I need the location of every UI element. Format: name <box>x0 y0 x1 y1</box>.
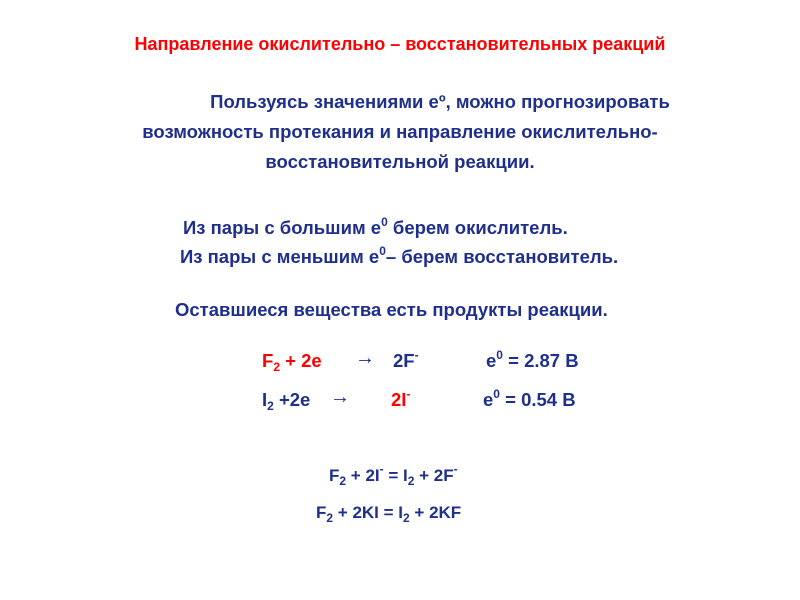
f-potential-sup: 0 <box>496 348 503 362</box>
rule-products: Оставшиеся вещества есть продукты реакции. <box>175 299 608 320</box>
half-reaction-f-potential <box>486 350 579 372</box>
ionic-part-2: + 2I <box>346 466 380 485</box>
i-potential-sup: 0 <box>493 387 500 401</box>
page-title: Направление окислительно – восстановительных реакций <box>134 34 666 54</box>
half-reaction-i-arrow: → <box>330 386 350 408</box>
ionic-sup-2: - <box>379 462 384 476</box>
half-reaction-f-rhs <box>393 350 419 372</box>
intro-paragraph <box>0 87 800 177</box>
rule-reducer-text-b: – берем восстановитель. <box>385 246 619 267</box>
rule-oxidizer <box>183 217 568 239</box>
i-lhs-sub: 2 <box>267 399 274 413</box>
rule-oxidizer-text-b: берем окислитель. <box>387 217 568 238</box>
molecular-part-1: F <box>316 503 327 522</box>
half-reaction-i-potential <box>483 389 576 411</box>
rule-reducer <box>180 246 618 268</box>
f-lhs-symbol: F <box>262 350 274 371</box>
i-lhs-electrons: +2e <box>273 389 311 410</box>
molecular-part-3: + 2KF <box>409 503 462 522</box>
rule-oxidizer-text-a: Из пары с большим е <box>183 217 382 238</box>
f-potential-e: e <box>486 350 497 371</box>
ionic-part-1: F <box>329 466 340 485</box>
intro-line-1: Пользуясь значениями еº, можно прогнозировать <box>210 91 670 112</box>
f-lhs-electrons: + 2e <box>280 350 322 371</box>
rule-reducer-sup: 0 <box>379 244 386 258</box>
ionic-sub-3: 2 <box>407 474 415 488</box>
half-reaction-f-lhs <box>262 350 322 372</box>
half-reaction-i-lhs <box>262 389 310 411</box>
i-potential-value: = 0.54 В <box>499 389 576 410</box>
rule-reducer-text-a: Из пары с меньшим е <box>180 246 380 267</box>
ionic-part-4: + 2F <box>414 466 454 485</box>
equation-ionic <box>329 462 458 488</box>
ionic-part-3: = I <box>383 466 408 485</box>
f-rhs-sup: - <box>414 348 419 362</box>
molecular-sub-1: 2 <box>326 511 334 525</box>
molecular-part-2: + 2KI = I <box>333 503 404 522</box>
molecular-sub-2: 2 <box>403 511 410 525</box>
rule-oxidizer-sup: 0 <box>381 215 388 229</box>
i-rhs-sup: - <box>406 387 411 401</box>
i-potential-e: e <box>483 389 494 410</box>
half-reaction-i-rhs <box>391 389 410 411</box>
f-potential-value: = 2.87 В <box>502 350 579 371</box>
f-lhs-sub: 2 <box>273 360 280 374</box>
intro-line-2: возможность протекания и направление окислительно- <box>142 121 658 142</box>
half-reaction-f-arrow: → <box>355 347 375 369</box>
ionic-sup-4: - <box>453 462 458 476</box>
i-lhs-symbol: I <box>262 389 268 410</box>
i-rhs-text: 2I <box>391 389 407 410</box>
ionic-sub-1: 2 <box>339 474 347 488</box>
f-rhs-text: 2F <box>393 350 415 371</box>
equation-molecular <box>316 503 461 523</box>
intro-line-3: восстановительной реакции. <box>265 151 535 172</box>
